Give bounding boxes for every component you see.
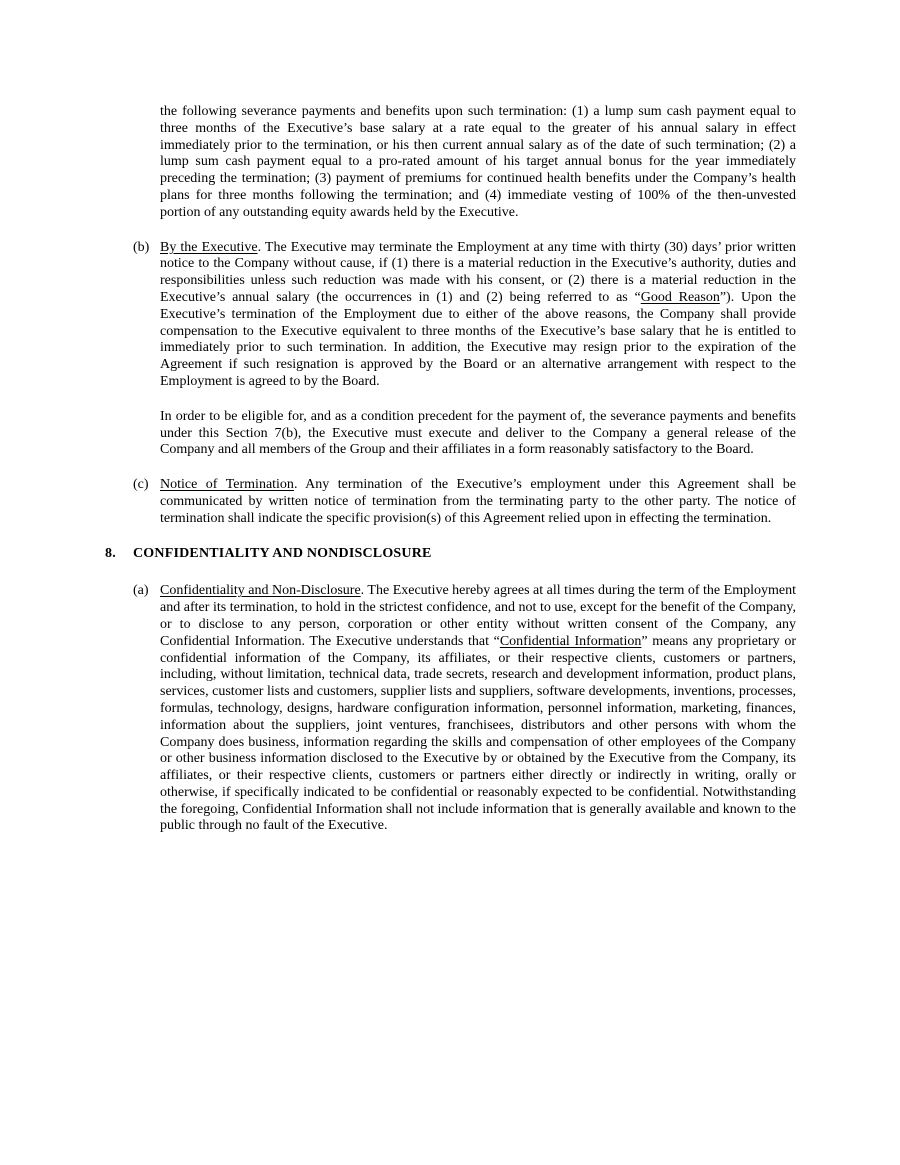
- list-marker: (c): [133, 477, 149, 493]
- text-run: the following severance payments and benefits upon such termination: (1) a lump sum cash payment equal to three months of the Executive’s base salary at a rate equal to the greater of his annual salary in effect immediately prior to the termination, or his then current annual salary as of the date of such termination; (2) a lump sum cash payment equal to a pro-rated amount of his target annual bonus for the year immediately preceding the termination; (3) payment of premiums for continued health benefits under the Company’s health plans for three months following the termination; and (4) immediate vesting of 100% of the then-unvested portion of any outstanding equity awards held by the Executive.: [160, 104, 796, 220]
- section-title: CONFIDENTIALITY AND NONDISCLOSURE: [133, 545, 432, 561]
- paragraph: [160, 409, 796, 459]
- underlined-term: Good Reason: [640, 289, 720, 305]
- section-number: 8.: [105, 545, 116, 561]
- text-run: . The Executive may terminate the Employment at any time with thirty (30) days’ prior written notice to the Company without cause, if (1) there is a material reduction in the Executive’s authority, duties and responsibilities unless such reduction was made with his consent, or (2) there is a material reduction in the Executive’s annual salary (the occurrences in (1) and (2) being referred to as “: [160, 239, 797, 305]
- text-run: . The Executive hereby agrees at all times during the term of the Employment and after its termination, to hold in the strictest confidence, and not to use, except for the benefit of the Company, or to disclose to any person, corporation or other entity without written consent of the Company, any Confidential Information. The Executive understands that “: [160, 583, 796, 649]
- underlined-term: Confidential Information: [499, 633, 642, 649]
- list-marker: (b): [133, 239, 150, 255]
- text-run: In order to be eligible for, and as a condition precedent for the payment of, the severance payments and benefits under this Section 7(b), the Executive must execute and deliver to the Company a general release of the Company and all members of the Group and their affiliates in a form reasonably satisfactory to the Board.: [160, 408, 796, 458]
- text-run: ” means any proprietary or confidential information of the Company, its affiliates, or their respective clients, customers or partners, including, without limitation, technical data, trade secrets, research and development information, product plans, services, customer lists and customers, supplier lists and suppliers, software developments, inventions, processes, formulas, technology, designs, hardware configuration information, personnel information, marketing, finances, information about the suppliers, joint ventures, franchisees, distributors and other persons with whom the Company does business, information regarding the skills and compensation of other employees of the Company or other business information disclosed to the Executive by or obtained by the Executive from the Company, its affiliates, or their respective clients, customers or partners either directly or indirectly in writing, orally or otherwise, if specifically indicated to be confidential or reasonably expected to be confidential. Notwithstanding the foregoing, Confidential Information shall not include information that is generally available and known to the public through no fault of the Executive.: [160, 633, 796, 834]
- text-run: ”). Upon the Executive’s termination of the Employment due to either of the above reasons, the Company shall provide compensation to the Executive equivalent to three months of the Executive’s base salary that he is entitled to immediately prior to such termination. In addition, the Executive may resign prior to the expiration of the Agreement if such resignation is approved by the Board or an alternative arrangement with respect to the Employment is agreed to by the Board.: [160, 289, 796, 389]
- list-marker: (a): [133, 583, 149, 599]
- paragraph: [160, 104, 796, 222]
- list-paragraph: [133, 477, 796, 527]
- document-body: [105, 104, 797, 853]
- underlined-term: By the Executive: [160, 239, 258, 255]
- list-paragraph: [133, 239, 797, 391]
- underlined-term: Notice of Termination: [160, 477, 294, 493]
- section-heading: [105, 545, 796, 563]
- text-run: . Any termination of the Executive’s employment under this Agreement shall be communicated by written notice of termination from the terminating party to the other party. The notice of termination shall indicate the specific provision(s) of this Agreement relied upon in effecting the termination.: [160, 477, 796, 526]
- list-paragraph: [133, 583, 796, 835]
- underlined-term: Confidentiality and Non-Disclosure: [160, 583, 361, 599]
